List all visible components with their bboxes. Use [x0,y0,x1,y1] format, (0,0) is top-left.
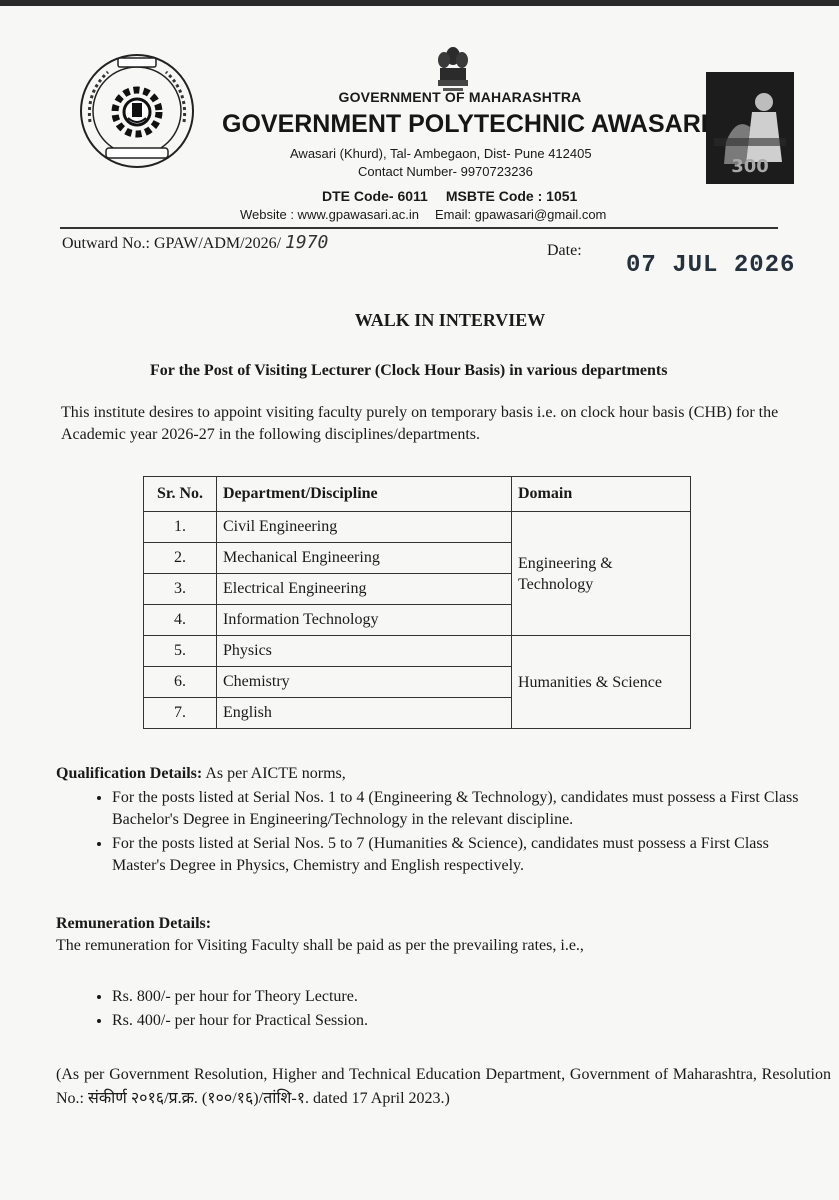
contact-number: Contact Number- 9970723236 [358,164,533,179]
dept-cell: Physics [217,636,512,667]
national-emblem-icon [433,44,473,94]
department-table [143,476,691,729]
intro-paragraph: This institute desires to appoint visiting faculty purely on temporary basis i.e. on clock hour basis (CHB) for the Academic year 2026-27 in the following disciplines/departments. [61,404,779,443]
dte-code: DTE Code- 6011 [322,188,428,204]
sr-cell: 6. [144,667,217,698]
institute-seal-icon [78,52,196,170]
photo-caption: 300 [731,156,769,177]
remuneration-lead: The remuneration for Visiting Faculty shall be paid as per the prevailing rates, i.e., [56,937,584,954]
domain-cell-humanities: Humanities & Science [512,636,691,729]
qualification-section [56,765,816,879]
dept-cell: Civil Engineering [217,512,512,543]
header-department: Department/Discipline [217,477,512,512]
table-row [144,636,691,667]
list-item: • For the posts listed at Serial Nos. 1 to 4 (Engineering & Technology), candidates must possess a First Class Bachelor's Degree in Engineering/Technology in the relevant discipline. [112,787,816,831]
qualification-list [56,787,816,877]
list-item: • For the posts listed at Serial Nos. 5 to 7 (Humanities & Science), candidates must possess a First Class Master's Degree in Physics, Chemistry and English respectively. [112,833,816,877]
sr-cell: 2. [144,543,217,574]
dept-cell: Information Technology [217,605,512,636]
letterhead-divider [60,227,778,229]
sr-cell: 4. [144,605,217,636]
header-sr-no: Sr. No. [144,477,217,512]
table-header-row [144,477,691,512]
list-item: • Rs. 400/- per hour for Practical Session. [112,1010,816,1032]
institute-name: GOVERNMENT POLYTECHNIC AWASARI [222,110,708,138]
website-link[interactable]: Website : www.gpawasari.ac.in [240,207,419,222]
web-contacts [240,207,606,222]
email-link[interactable]: Email: gpawasari@gmail.com [434,207,607,222]
sr-cell: 3. [144,574,217,605]
handwritten-outward-number: 1970 [285,232,329,253]
rates-section [56,982,816,1034]
sr-cell: 7. [144,698,217,729]
sr-cell: 5. [144,636,217,667]
date-stamp: 07 JUL 2026 [626,252,796,279]
header-domain: Domain [512,477,691,512]
qualification-heading: Qualification Details: [56,765,203,782]
list-item: • Rs. 800/- per hour for Theory Lecture. [112,986,816,1008]
institute-codes [322,188,595,204]
government-heading: GOVERNMENT OF MAHARASHTRA [338,89,582,105]
dept-cell: Electrical Engineering [217,574,512,605]
dept-cell: Chemistry [217,667,512,698]
dept-cell: Mechanical Engineering [217,543,512,574]
date-label: Date: [547,242,582,259]
outward-label: Outward No.: GPAW/ADM/2026/ [62,235,282,252]
domain-cell-engineering: Engineering & Technology [512,512,691,636]
sr-cell: 1. [144,512,217,543]
dept-cell: English [217,698,512,729]
resolution-note: (As per Government Resolution, Higher and Technical Education Department, Government of Maharashtra, Resolution No.: संकीर्ण २०१६/प्र.क्र. (१००/१६)/तांशि-१. dated 17 April 2023.) [56,1066,831,1107]
qualification-lead: As per AICTE norms, [202,765,346,782]
qualification-intro [56,765,816,783]
remuneration-heading: Remuneration Details: [56,915,212,932]
notice-subtitle: For the Post of Visiting Lecturer (Clock Hour Basis) in various departments [150,362,668,379]
rates-list [56,986,816,1032]
outward-number [62,232,328,253]
msbte-code: MSBTE Code : 1051 [445,188,578,204]
remuneration-section [56,913,816,957]
table-row [144,512,691,543]
institute-address: Awasari (Khurd), Tal- Ambegaon, Dist- Pune 412405 [290,146,592,161]
top-border [0,0,839,6]
notice-title: WALK IN INTERVIEW [354,310,546,330]
